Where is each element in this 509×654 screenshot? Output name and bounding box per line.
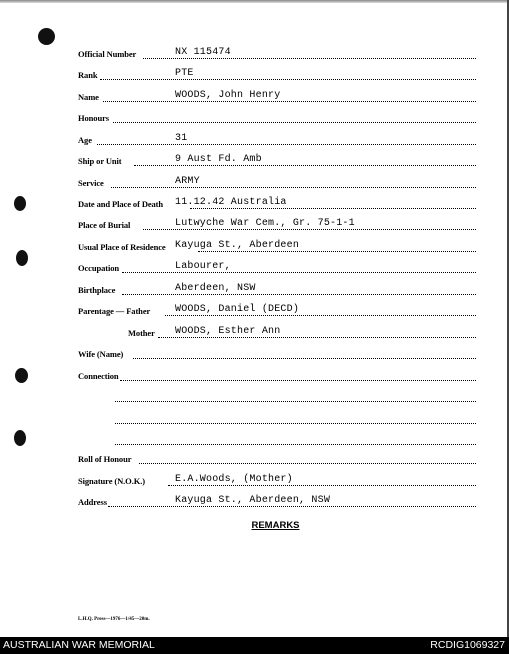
field-label-usual-residence: Usual Place of Residence	[78, 242, 166, 252]
field-label-date-place-death: Date and Place of Death	[78, 199, 164, 209]
field-dots	[120, 380, 476, 381]
field-dots	[103, 101, 476, 102]
field-dots	[134, 165, 476, 166]
top-edge	[0, 0, 509, 3]
field-row-address	[0, 494, 509, 508]
field-label-connection: Connection	[78, 371, 119, 381]
field-dots	[122, 294, 476, 295]
field-dots	[158, 337, 476, 338]
field-label-rank: Rank	[78, 70, 98, 80]
field-label-mother: Mother	[128, 328, 155, 338]
field-row-roll-of-honour	[0, 451, 509, 465]
field-dots	[122, 272, 476, 273]
field-value-rank: PTE	[175, 68, 194, 79]
field-label-official-number: Official Number	[78, 49, 137, 59]
field-dots	[115, 423, 476, 424]
field-value-ship-or-unit: 9 Aust Fd. Amb	[175, 154, 262, 165]
field-dots	[143, 58, 476, 59]
field-row-birthplace	[0, 282, 509, 296]
remarks-heading-text: REMARKS	[251, 520, 300, 531]
field-value-usual-residence: Kayuga St., Aberdeen	[175, 240, 300, 251]
field-value-mother: WOODS, Esther Ann	[175, 326, 281, 337]
printer-note: L.H.Q. Press—1976—1/45—20m.	[78, 617, 150, 622]
field-row-rank	[0, 67, 509, 81]
field-dots	[133, 358, 476, 359]
field-value-birthplace: Aberdeen, NSW	[175, 283, 256, 294]
field-row-name	[0, 89, 509, 103]
field-value-name: WOODS, John Henry	[175, 90, 281, 101]
field-dots	[111, 187, 476, 188]
field-dots	[198, 251, 476, 252]
field-value-signature-nok: E.A.Woods, (Mother)	[175, 474, 293, 485]
field-label-honours: Honours	[78, 113, 109, 123]
field-value-service: ARMY	[175, 176, 200, 187]
field-dots	[100, 79, 476, 80]
field-label-roll-of-honour: Roll of Honour	[78, 454, 132, 464]
field-row-place-of-burial	[0, 217, 509, 231]
field-label-wife: Wife (Name)	[78, 349, 124, 359]
field-label-service: Service	[78, 178, 104, 188]
field-dots	[143, 229, 476, 230]
field-value-date-place-death: 11.12.42 Australia	[175, 197, 287, 208]
footer-record-id: RCDIG1069327	[430, 639, 505, 651]
field-label-ship-or-unit: Ship or Unit	[78, 156, 122, 166]
footer-institution: AUSTRALIAN WAR MEMORIAL	[3, 639, 155, 651]
field-row-parentage-father	[0, 303, 509, 317]
field-dots	[108, 506, 476, 507]
field-label-occupation: Occupation	[78, 263, 120, 273]
field-dots	[97, 144, 476, 145]
archive-footer	[0, 637, 509, 654]
field-value-official-number: NX 115474	[175, 47, 231, 58]
field-dots	[165, 315, 476, 316]
field-row-honours	[0, 110, 509, 124]
field-label-name: Name	[78, 92, 99, 102]
field-label-signature-nok: Signature (N.O.K.)	[78, 476, 145, 486]
field-row-date-place-death	[0, 196, 509, 210]
field-row-connection	[0, 368, 509, 382]
field-row-usual-residence	[0, 239, 509, 253]
field-row-age	[0, 132, 509, 146]
field-value-age: 31	[175, 133, 188, 144]
field-row-connection-3	[0, 411, 509, 425]
field-label-address: Address	[78, 497, 107, 507]
field-dots	[190, 208, 476, 209]
field-label-age: Age	[78, 135, 92, 145]
field-row-ship-or-unit	[0, 153, 509, 167]
field-row-connection-4	[0, 432, 509, 446]
field-dots	[168, 485, 476, 486]
field-row-occupation	[0, 260, 509, 274]
field-row-official-number	[0, 46, 509, 60]
field-row-signature-nok	[0, 473, 509, 487]
field-value-parentage-father: WOODS, Daniel (DECD)	[175, 304, 300, 315]
field-dots	[115, 444, 476, 445]
punch-hole-top	[38, 28, 55, 45]
field-value-address: Kayuga St., Aberdeen, NSW	[175, 495, 331, 506]
field-label-birthplace: Birthplace	[78, 285, 116, 295]
field-dots	[139, 463, 476, 464]
field-dots	[115, 401, 476, 402]
field-row-connection-2	[0, 389, 509, 403]
field-label-parentage-father: Parentage — Father	[78, 306, 151, 316]
field-row-wife	[0, 346, 509, 360]
field-dots	[113, 122, 476, 123]
field-value-occupation: Labourer,	[175, 261, 231, 272]
field-label-place-of-burial: Place of Burial	[78, 220, 131, 230]
field-value-place-of-burial: Lutwyche War Cem., Gr. 75-1-1	[175, 218, 355, 229]
remarks-heading	[0, 515, 509, 533]
field-row-service	[0, 175, 509, 189]
field-row-mother	[0, 325, 509, 339]
